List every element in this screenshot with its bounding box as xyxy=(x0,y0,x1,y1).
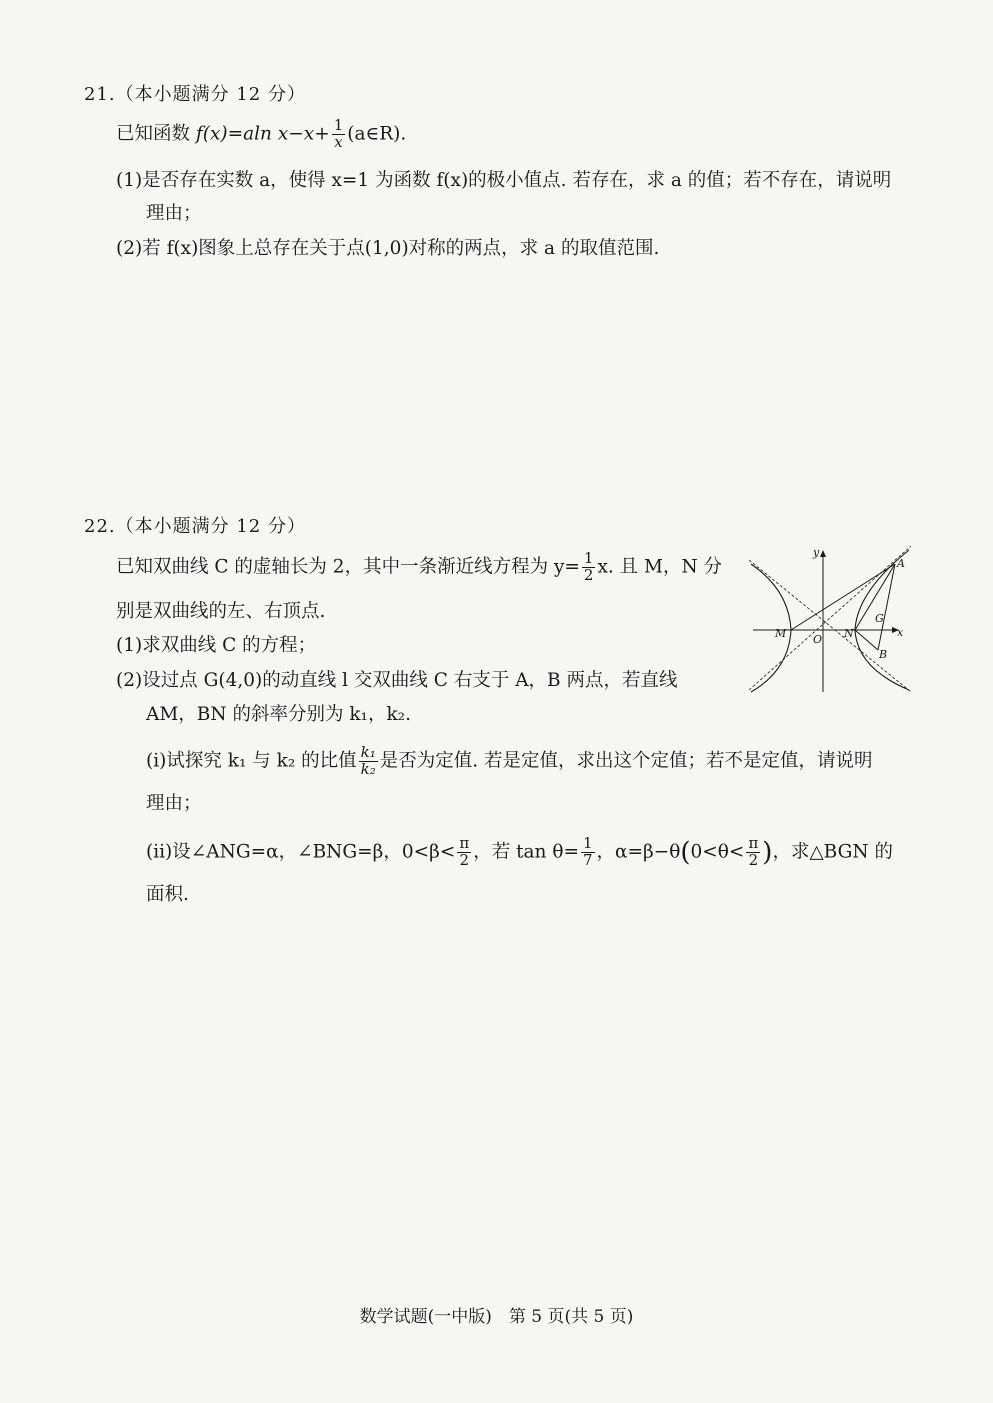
q21-stem-post: (a∈R). xyxy=(347,123,407,145)
q21-frac-num: 1 xyxy=(333,116,344,134)
q22-sub-i-line1 xyxy=(146,745,873,778)
label-B: B xyxy=(879,648,888,661)
q22-sub-ii-t4: 0<θ< xyxy=(690,841,745,863)
label-N: N xyxy=(844,627,854,640)
q22-sub-i-post: 是否为定值. 若是定值，求出这个定值；若不是定值，请说明 xyxy=(379,750,873,772)
q22-stem-fraction xyxy=(582,551,596,584)
q22-sub-i-fraction xyxy=(359,745,378,778)
q22-stem-pre: 已知双曲线 C 的虚轴长为 2，其中一条渐近线方程为 y= xyxy=(116,556,580,578)
label-A: A xyxy=(897,557,905,570)
q22-sub-ii-frac1-num: π xyxy=(459,834,470,852)
q22-sub-ii-lparen: ( xyxy=(680,837,691,868)
q22-sub-ii-frac3-num: π xyxy=(748,834,759,852)
q22-sub-ii-frac2 xyxy=(581,836,595,869)
q22-sub-ii-t1: (ⅱ)设∠ANG=α，∠BNG=β，0<β< xyxy=(146,841,456,863)
asymptote-2 xyxy=(749,560,911,692)
q22-part2-line1: (2)设过点 G(4,0)的动直线 l 交双曲线 C 右支于 A，B 两点，若直线 xyxy=(116,670,678,691)
q22-sub-ii-t3: ，α=β−θ xyxy=(596,841,681,863)
q22-sub-i-num: k₁ xyxy=(360,743,376,761)
q22-part2-line2: AM，BN 的斜率分别为 k₁，k₂. xyxy=(146,704,411,725)
page-footer: 数学试题(一中版) 第 5 页(共 5 页) xyxy=(359,1307,634,1327)
q21-stem xyxy=(116,118,406,151)
q22-sub-ii-line2: 面积. xyxy=(146,884,189,905)
q21-header: 21.（本小题满分 12 分） xyxy=(84,84,306,105)
asymptote-1 xyxy=(749,546,911,690)
q22-stem-line2: 别是双曲线的左、右顶点. xyxy=(116,601,326,622)
q21-part2: (2)若 f(x)图象上总存在关于点(1,0)对称的两点，求 a 的取值范围. xyxy=(116,238,660,259)
q22-sub-ii-frac1-den: 2 xyxy=(459,850,470,869)
hyperbola-figure xyxy=(745,540,915,696)
q22-sub-i-line2: 理由； xyxy=(146,793,202,814)
q22-sub-ii-frac2-num: 1 xyxy=(582,834,593,852)
label-y: y xyxy=(813,546,820,559)
q21-part1-line2: 理由； xyxy=(146,203,202,224)
q22-sub-ii-t2: ，若 tan θ= xyxy=(473,841,579,863)
q22-sub-ii-frac3 xyxy=(746,836,760,869)
q22-sub-ii-frac2-den: 7 xyxy=(582,850,593,869)
q22-sub-ii-line1 xyxy=(146,836,893,869)
q22-sub-i-pre: (ⅰ)试探究 k₁ 与 k₂ 的比值 xyxy=(146,750,357,772)
label-O: O xyxy=(813,633,823,646)
q21-part1-line1: (1)是否存在实数 a，使得 x=1 为函数 f(x)的极小值点. 若存在，求 a 的值；若不存在，请说明 xyxy=(116,170,892,191)
y-axis-arrow xyxy=(820,550,826,557)
q22-sub-i-den: k₂ xyxy=(360,759,376,778)
q22-sub-ii-t5: ，求△BGN 的 xyxy=(772,841,893,863)
q22-stem-post: x. 且 M，N 分 xyxy=(597,556,723,578)
q22-frac-num: 1 xyxy=(583,549,594,567)
q22-part1: (1)求双曲线 C 的方程； xyxy=(116,635,317,656)
label-x: x xyxy=(897,626,904,639)
q21-stem-pre: 已知函数 xyxy=(116,123,196,145)
q22-header: 22.（本小题满分 12 分） xyxy=(84,516,306,537)
q22-sub-ii-frac3-den: 2 xyxy=(748,850,759,869)
label-M: M xyxy=(775,627,787,640)
q21-stem-func: f(x)=aln x−x+ xyxy=(195,123,330,145)
q22-sub-ii-frac1 xyxy=(457,836,471,869)
q22-sub-ii-rparen: ) xyxy=(762,837,773,868)
q22-stem-line1 xyxy=(116,551,722,584)
q21-stem-fraction xyxy=(332,118,346,151)
label-G: G xyxy=(875,612,884,625)
q22-frac-den: 2 xyxy=(583,565,594,584)
q21-frac-den: x xyxy=(334,132,343,151)
